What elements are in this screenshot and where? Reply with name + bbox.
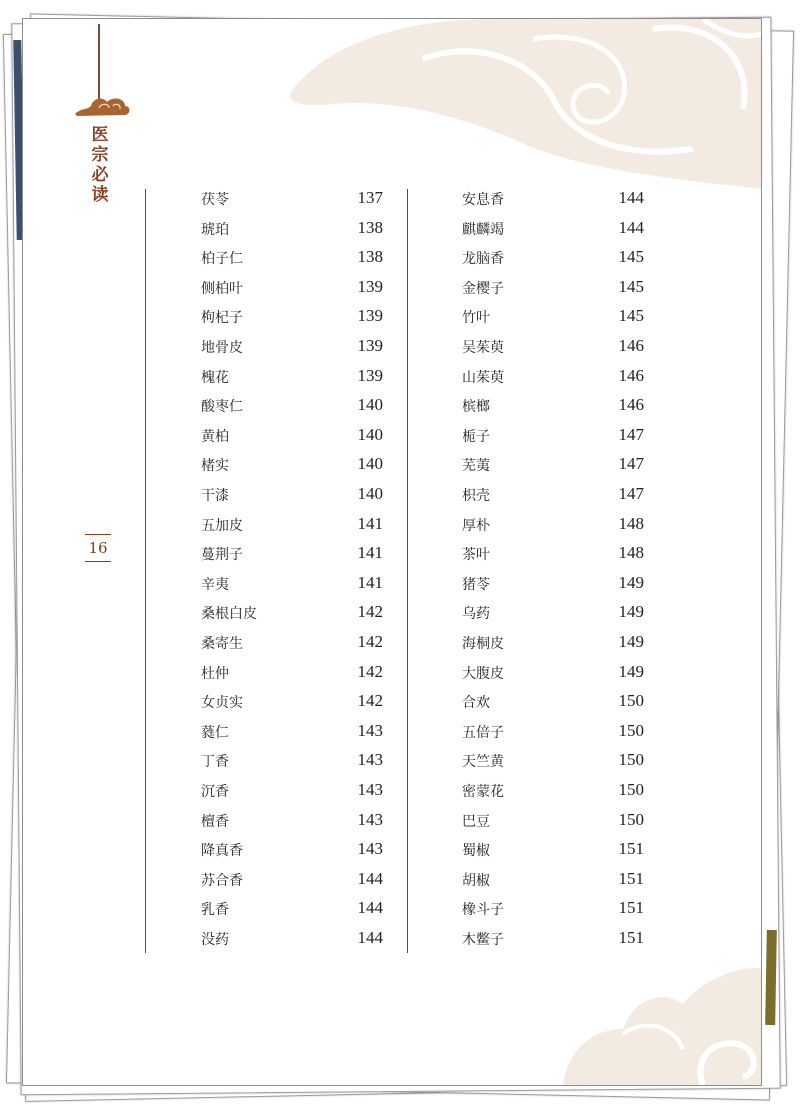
toc-entry[interactable]: [462, 544, 644, 564]
toc-entry[interactable]: [462, 307, 644, 327]
toc-entry[interactable]: [462, 278, 644, 298]
toc-entry[interactable]: [201, 692, 383, 712]
entry-name: 女贞实: [201, 695, 243, 712]
entry-name: 柏子仁: [201, 251, 243, 268]
entry-page: 146: [618, 365, 644, 385]
toc-entry[interactable]: [201, 633, 383, 653]
entry-page: 151: [618, 839, 644, 859]
entry-page: 149: [618, 661, 644, 681]
entry-name: 没药: [201, 932, 229, 948]
entry-name: 琥珀: [201, 221, 229, 238]
entry-name: 天竺黄: [462, 754, 504, 771]
cloud-decoration-top: [273, 19, 762, 189]
toc-entry[interactable]: [201, 367, 383, 387]
entry-page: 151: [618, 898, 644, 918]
toc-entry[interactable]: [462, 367, 644, 387]
entry-page: 142: [357, 602, 383, 622]
entry-name: 密蒙花: [462, 784, 504, 800]
toc-entry[interactable]: [462, 899, 644, 919]
entry-page: 144: [618, 188, 644, 207]
entry-page: 146: [618, 336, 644, 355]
entry-name: 檀香: [201, 813, 229, 830]
entry-name: 竹叶: [462, 310, 490, 327]
toc-entry[interactable]: [462, 633, 644, 653]
toc-entry[interactable]: [201, 396, 383, 416]
entry-name: 茶叶: [462, 547, 490, 564]
entry-name: 苏合香: [201, 872, 243, 889]
entry-name: 山茱萸: [462, 369, 504, 386]
toc-entry[interactable]: [462, 840, 644, 860]
toc-entry[interactable]: [462, 396, 644, 416]
entry-name: 沉香: [201, 784, 229, 800]
entry-page: 147: [618, 454, 644, 474]
entry-page: 151: [618, 928, 644, 947]
entry-page: 149: [618, 632, 644, 651]
entry-name: 橡斗子: [462, 902, 504, 919]
entry-page: 144: [357, 898, 383, 918]
entry-name: 降真香: [201, 843, 243, 860]
entry-name: 蜀椒: [462, 843, 490, 860]
entry-page: 139: [357, 365, 383, 385]
toc-entry[interactable]: [201, 751, 383, 771]
column-divider: [407, 189, 408, 953]
entry-name: 安息香: [462, 192, 504, 208]
entry-page: 141: [357, 513, 383, 533]
entry-page: 145: [618, 276, 644, 296]
toc-entry[interactable]: [462, 248, 644, 268]
entry-name: 杜仲: [201, 665, 229, 682]
toc-entry[interactable]: [462, 751, 644, 771]
entry-page: 145: [618, 247, 644, 267]
entry-name: 蕤仁: [201, 724, 229, 741]
toc-entry[interactable]: [462, 929, 644, 949]
toc-entry[interactable]: [462, 189, 644, 209]
entry-name: 芜荑: [462, 458, 490, 475]
entry-page: 150: [618, 809, 644, 829]
entry-name: 干漆: [201, 488, 229, 504]
entry-page: 141: [357, 543, 383, 563]
toc-entry[interactable]: [201, 278, 383, 298]
entry-page: 149: [618, 602, 644, 622]
entry-name: 楮实: [201, 458, 229, 475]
toc-entry[interactable]: [201, 189, 383, 209]
toc-entry[interactable]: [462, 870, 644, 890]
entry-page: 142: [357, 661, 383, 681]
toc-entry[interactable]: [201, 781, 383, 801]
toc-entry[interactable]: [201, 219, 383, 239]
entry-name: 栀子: [462, 428, 490, 445]
book-title: 医宗必读: [91, 125, 109, 205]
toc-entry[interactable]: [201, 515, 383, 535]
toc-entry[interactable]: [201, 337, 383, 357]
entry-page: 140: [357, 424, 383, 444]
entry-page: 150: [618, 750, 644, 770]
entry-page: 143: [357, 750, 383, 770]
entry-name: 乌药: [462, 606, 490, 623]
entry-name: 胡椒: [462, 872, 490, 889]
cloud-ornament-icon: [71, 94, 133, 120]
entry-page: 144: [618, 217, 644, 237]
entry-page: 142: [357, 632, 383, 651]
toc-entry[interactable]: [201, 544, 383, 564]
toc-entry[interactable]: [201, 929, 383, 949]
entry-page: 143: [357, 720, 383, 740]
entry-name: 麒麟竭: [462, 221, 504, 238]
entry-page: 144: [357, 928, 383, 947]
toc-entry[interactable]: [462, 722, 644, 742]
entry-page: 139: [357, 336, 383, 355]
entry-name: 海桐皮: [462, 636, 504, 652]
entry-page: 149: [618, 572, 644, 592]
entry-name: 辛夷: [201, 576, 229, 593]
cloud-decoration-bottom: [563, 959, 762, 1085]
entry-page: 140: [357, 395, 383, 415]
entry-name: 茯苓: [201, 192, 229, 208]
entry-name: 乳香: [201, 902, 229, 919]
entry-name: 木鳖子: [462, 932, 504, 948]
entry-name: 桑根白皮: [201, 606, 257, 623]
toc-entry[interactable]: [201, 899, 383, 919]
entry-name: 大腹皮: [462, 665, 504, 682]
toc-entry[interactable]: [201, 574, 383, 594]
entry-name: 猪苓: [462, 576, 490, 593]
toc-entry[interactable]: [462, 515, 644, 535]
entry-page: 147: [618, 424, 644, 444]
entry-name: 金樱子: [462, 280, 504, 297]
toc-entry[interactable]: [201, 426, 383, 446]
entry-name: 五倍子: [462, 724, 504, 741]
entry-name: 槟榔: [462, 399, 490, 416]
toc-entry[interactable]: [462, 574, 644, 594]
entry-page: 150: [618, 720, 644, 740]
entry-page: 138: [357, 217, 383, 237]
entry-name: 吴茱萸: [462, 340, 504, 356]
toc-entry[interactable]: [201, 485, 383, 505]
entry-page: 141: [357, 572, 383, 592]
entry-page: 139: [357, 276, 383, 296]
page-number: 16: [85, 534, 111, 562]
toc-entry[interactable]: [201, 722, 383, 742]
toc-entry[interactable]: [201, 840, 383, 860]
entry-page: 148: [618, 543, 644, 563]
entry-page: 145: [618, 306, 644, 326]
entry-page: 144: [357, 868, 383, 888]
entry-name: 蔓荆子: [201, 547, 243, 564]
entry-name: 龙脑香: [462, 251, 504, 268]
entry-name: 地骨皮: [201, 340, 243, 356]
entry-page: 150: [618, 780, 644, 799]
toc-entry[interactable]: [201, 307, 383, 327]
entry-page: 140: [357, 454, 383, 474]
toc-entry[interactable]: [462, 455, 644, 475]
entry-page: 143: [357, 780, 383, 799]
toc-entry[interactable]: [201, 248, 383, 268]
toc-entry[interactable]: [201, 663, 383, 683]
toc-entry[interactable]: [201, 811, 383, 831]
entry-page: 143: [357, 809, 383, 829]
entry-page: 140: [357, 484, 383, 503]
entry-name: 酸枣仁: [201, 399, 243, 416]
entry-name: 槐花: [201, 369, 229, 386]
entry-name: 侧柏叶: [201, 280, 243, 297]
toc-entry[interactable]: [462, 485, 644, 505]
column-divider: [145, 189, 146, 953]
entry-name: 枸杞子: [201, 310, 243, 327]
entry-page: 142: [357, 691, 383, 711]
entry-page: 147: [618, 484, 644, 503]
toc-page: [22, 18, 762, 1086]
entry-name: 厚朴: [462, 517, 490, 534]
toc-entry[interactable]: [462, 603, 644, 623]
toc-entry[interactable]: [462, 337, 644, 357]
entry-name: 合欢: [462, 695, 490, 712]
toc-entry[interactable]: [201, 870, 383, 890]
entry-name: 黄柏: [201, 428, 229, 445]
entry-name: 巴豆: [462, 813, 490, 830]
entry-page: 146: [618, 395, 644, 415]
toc-entry[interactable]: [462, 426, 644, 446]
entry-name: 丁香: [201, 754, 229, 771]
entry-page: 148: [618, 513, 644, 533]
page-edge-decoration: [765, 930, 777, 1025]
entry-name: 枳壳: [462, 488, 490, 504]
toc-entry[interactable]: [462, 692, 644, 712]
entry-page: 137: [357, 188, 383, 207]
toc-entry[interactable]: [201, 603, 383, 623]
entry-page: 150: [618, 691, 644, 711]
toc-entry[interactable]: [462, 811, 644, 831]
entry-name: 桑寄生: [201, 636, 243, 652]
toc-entry[interactable]: [462, 663, 644, 683]
toc-entry[interactable]: [462, 781, 644, 801]
entry-page: 139: [357, 306, 383, 326]
entry-name: 五加皮: [201, 517, 243, 534]
entry-page: 143: [357, 839, 383, 859]
toc-entry[interactable]: [201, 455, 383, 475]
entry-page: 138: [357, 247, 383, 267]
toc-entry[interactable]: [462, 219, 644, 239]
entry-page: 151: [618, 868, 644, 888]
